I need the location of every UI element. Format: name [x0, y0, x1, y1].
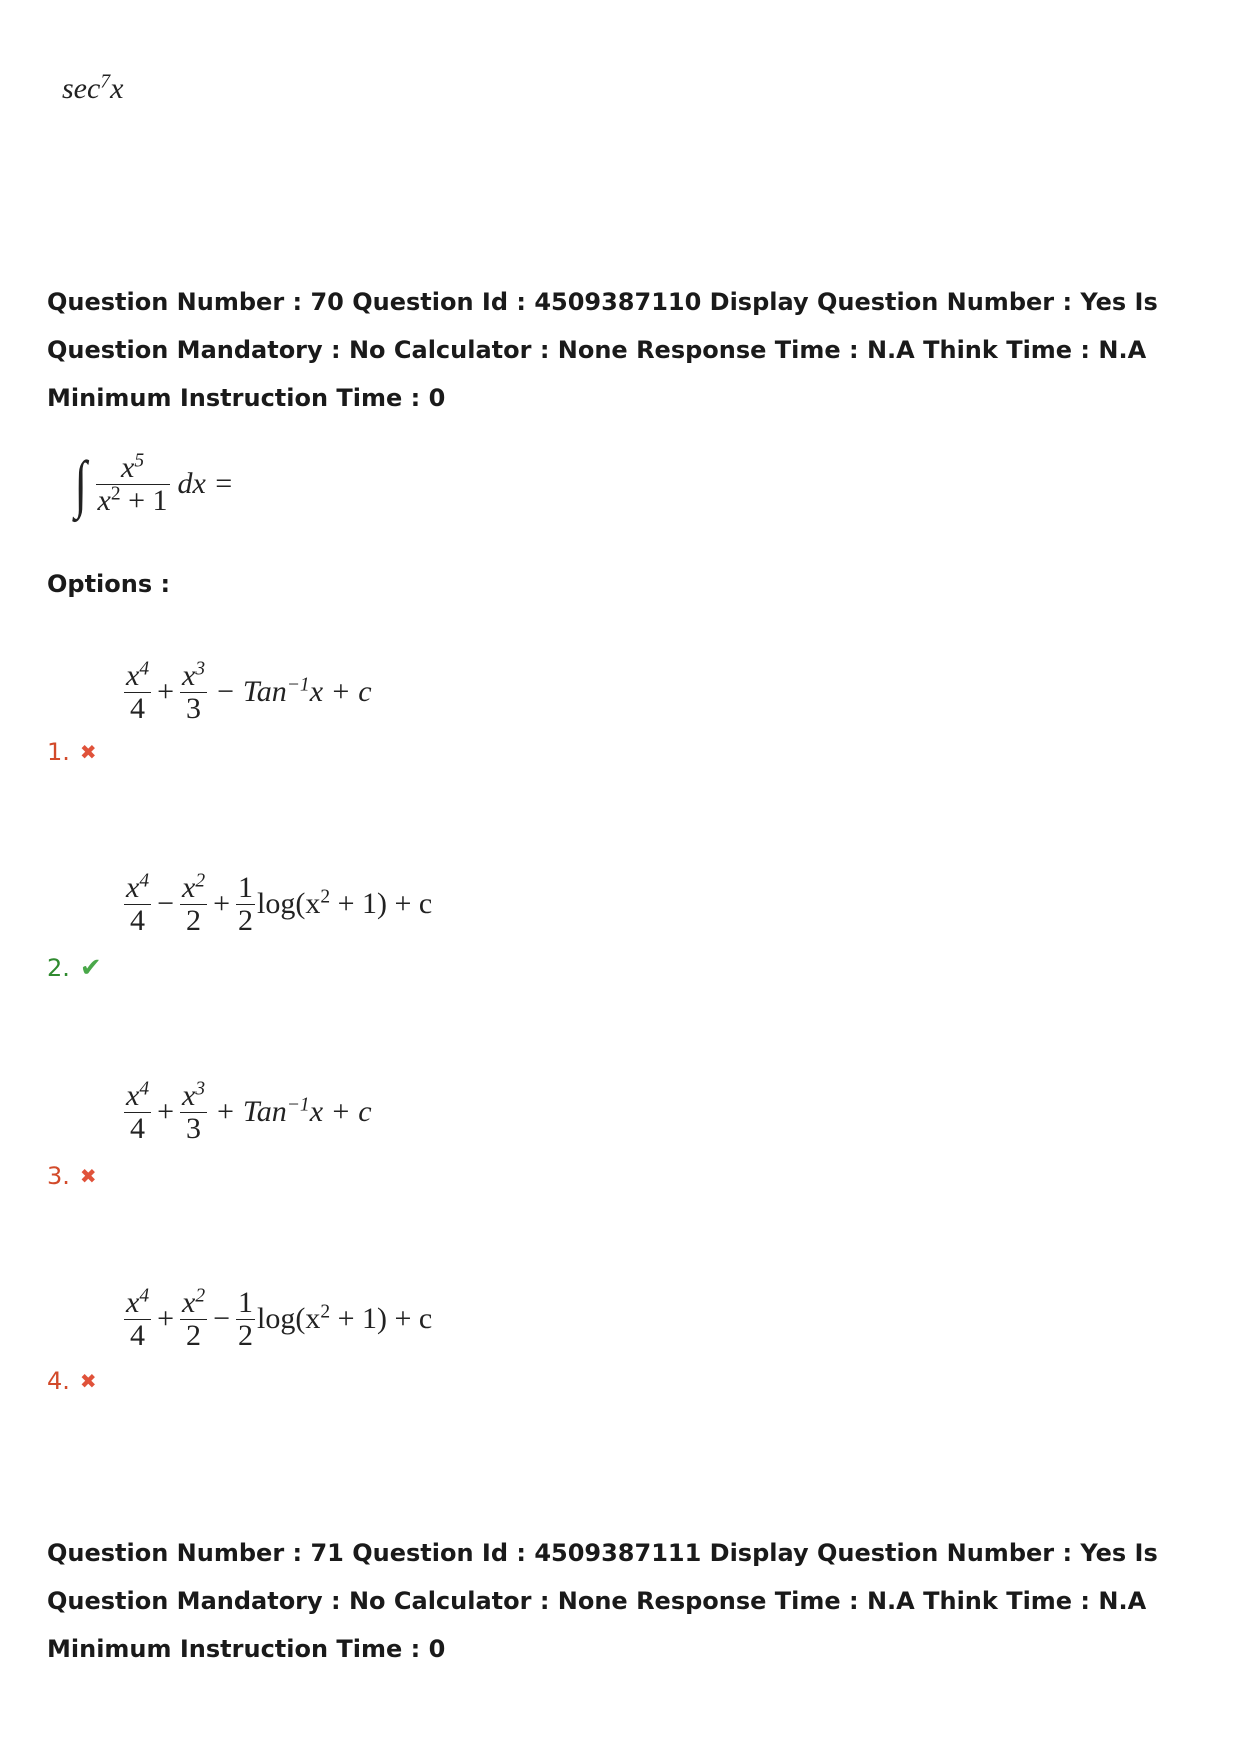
option-1-marker [47, 738, 97, 766]
option-3-expression: $\frac{x^4}{4}$ + $\frac{x^3}{3}$ + Tan$^{-1}$x + c [126, 1078, 372, 1145]
option-3-marker [47, 1162, 97, 1190]
top-expression-base: sec [62, 72, 101, 105]
expression-tail: dx = [177, 467, 234, 501]
top-expression [62, 72, 123, 106]
top-expression-variable: x [110, 72, 124, 105]
question-fraction [96, 452, 170, 517]
question-70-expression [72, 448, 234, 520]
question-70-header: Question Number : 70 Question Id : 4509387110 Display Question Number : Yes Is Question Mandatory : No Calculator : None Response Time : N.A Think Time : N.A Minimum Instruction Time : 0 [47, 288, 1158, 412]
cross-icon: ✖ [79, 1164, 97, 1188]
option-1-expression: $\frac{x^4}{4}$ + $\frac{x^3}{3}$ − Tan$^{-1}$x + c [126, 658, 372, 725]
fraction-denominator: $x^2 + 1$ [97, 483, 168, 517]
question-71-header: Question Number : 71 Question Id : 4509387111 Display Question Number : Yes Is Question Mandatory : No Calculator : None Response Time : N.A Think Time : N.A Minimum Instruction Time : 0 [47, 1539, 1158, 1663]
option-4-number: 4. [47, 1367, 70, 1395]
cross-icon: ✖ [79, 1369, 97, 1393]
check-icon: ✔ [79, 953, 102, 983]
option-3-number: 3. [47, 1162, 70, 1190]
option-2-expression: $\frac{x^4}{4}$ − $\frac{x^2}{2}$ + $\frac{1}{2}$ $\log(x^2 + 1) + c$ [126, 870, 433, 937]
fraction-numerator: $x^5$ [120, 450, 145, 484]
option-1-number: 1. [47, 738, 70, 766]
option-4-expression: $\frac{x^4}{4}$ + $\frac{x^2}{2}$ − $\frac{1}{2}$ $\log(x^2 + 1) + c$ [126, 1285, 433, 1352]
option-2-marker [47, 953, 102, 983]
top-expression-exponent: 7 [100, 71, 111, 93]
option-4-marker [47, 1367, 97, 1395]
cross-icon: ✖ [79, 740, 97, 764]
option-2-number: 2. [47, 954, 70, 982]
integral-sign: ∫ [74, 448, 87, 520]
options-label: Options : [47, 570, 171, 598]
